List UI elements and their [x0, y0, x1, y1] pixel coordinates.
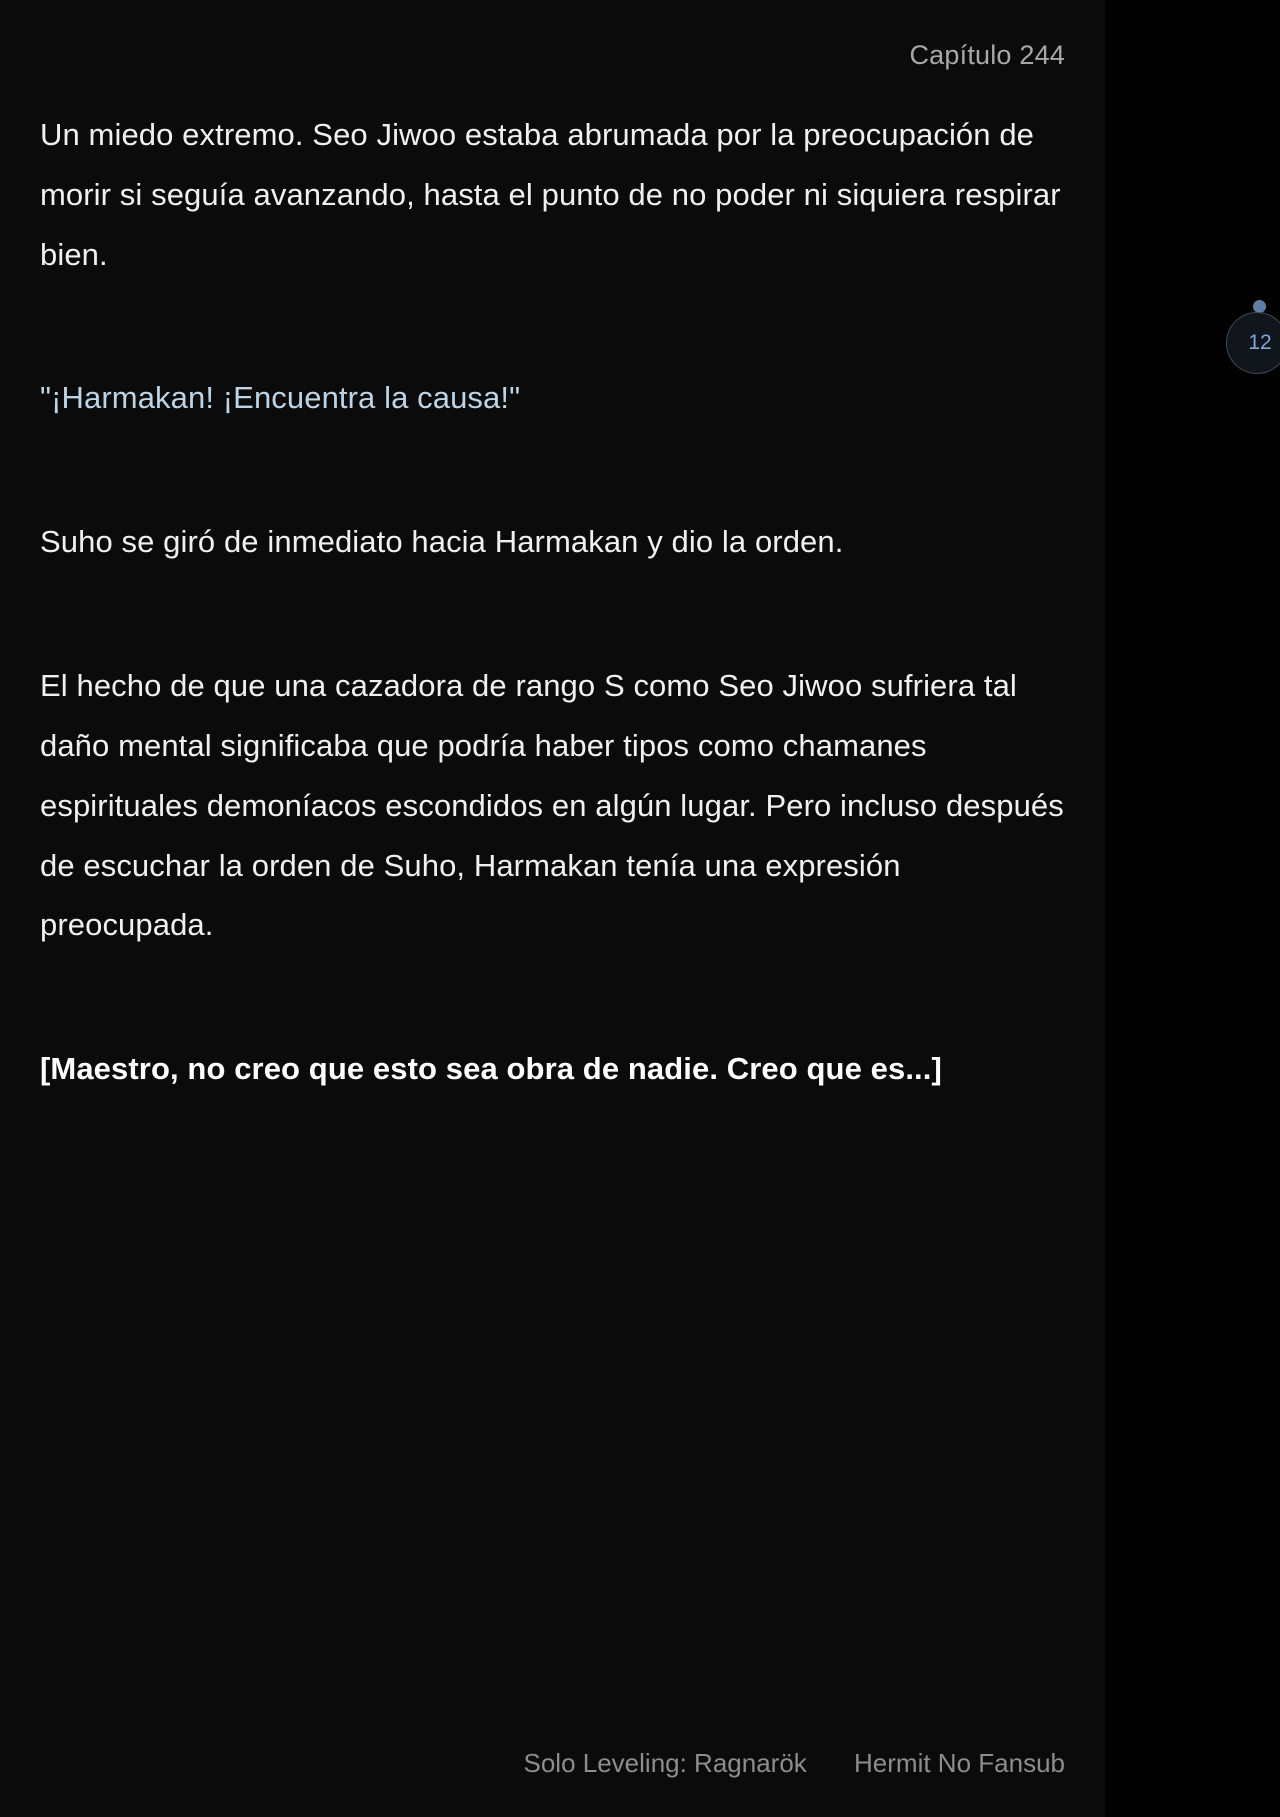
paragraph-spacer	[40, 346, 1065, 368]
paragraph-spacer	[40, 1017, 1065, 1039]
comment-count-label: 12	[1248, 331, 1272, 354]
paragraph-spacer	[40, 634, 1065, 656]
paragraph-spacer	[40, 490, 1065, 512]
paragraph: Un miedo extremo. Seo Jiwoo estaba abrumada por la preocupación de morir si seguía avanzando, hasta el punto de no poder ni siquiera respirar bien.	[40, 117, 1061, 272]
chapter-label: Capítulo 244	[909, 40, 1065, 70]
right-gutter	[1105, 0, 1280, 1817]
paragraph: El hecho de que una cazadora de rango S como Seo Jiwoo sufriera tal daño mental significaba que podría haber tipos como chamanes espirituales demoníacos escondidos en algún lugar. Pero incluso después de escuchar la orden de Suho, Harmakan tenía una expresión preocupada.	[40, 668, 1064, 943]
footer-series-title: Solo Leveling: Ragnarök	[523, 1748, 807, 1778]
paragraph: Suho se giró de inmediato hacia Harmakan y dio la orden.	[40, 524, 844, 560]
paragraph-system-message: [Maestro, no creo que esto sea obra de nadie. Creo que es...]	[40, 1051, 942, 1087]
paragraph-dialogue: "¡Harmakan! ¡Encuentra la causa!"	[40, 380, 521, 416]
chapter-body	[40, 105, 1065, 1099]
footer-fansub: Hermit No Fansub	[854, 1748, 1065, 1778]
footer	[40, 1748, 1065, 1779]
comment-count-button[interactable]	[1226, 312, 1280, 374]
